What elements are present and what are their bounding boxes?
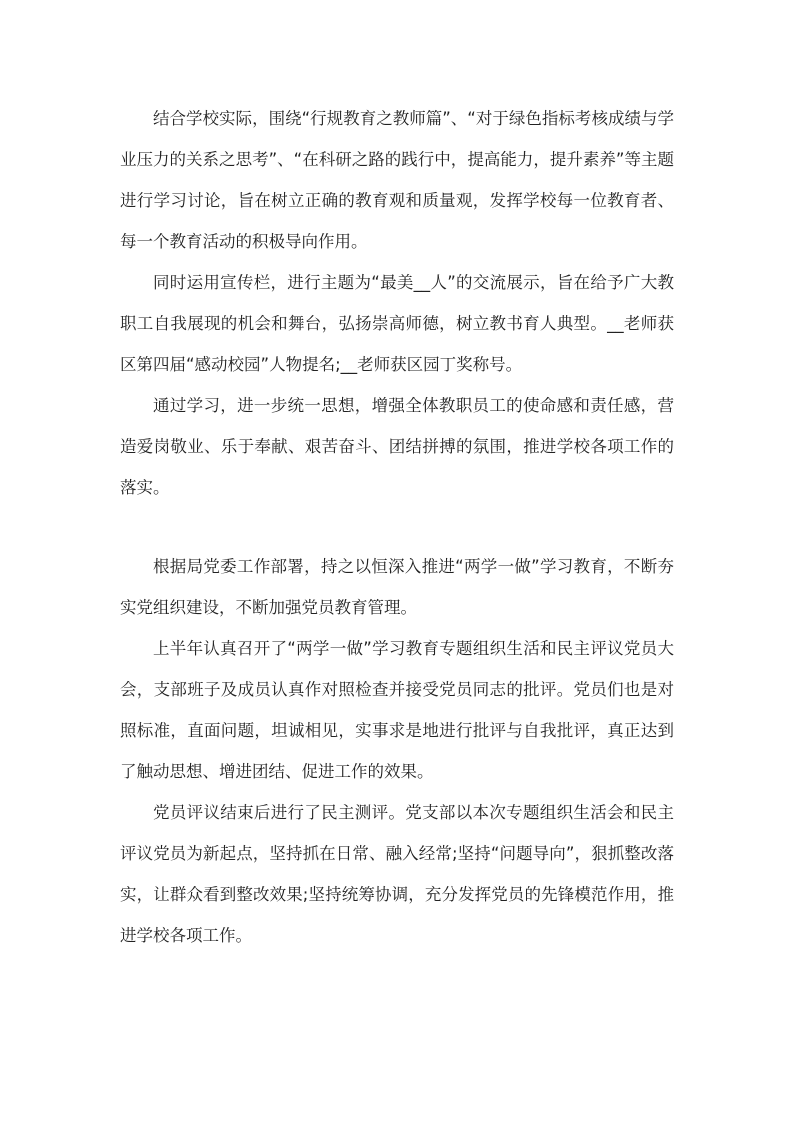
paragraph-2: 同时运用宣传栏，进行主题为“最美__人”的交流展示，旨在给予广大教职工自我展现的机会和舞台，弘扬崇高师德，树立教书育人典型。__老师获区第四届“感动校园”人物提名;__老师获区园丁奖称号。: [120, 273, 674, 374]
paragraph-1: 结合学校实际，围绕“行规教育之教师篇”、“对于绿色指标考核成绩与学业压力的关系之思考”、“在科研之路的践行中，提高能力，提升素养”等主题进行学习讨论，旨在树立正确的教育观和质量观，发挥学校每一位教育者、每一个教育活动的积极导向作用。: [120, 109, 674, 251]
paragraph-3: 通过学习，进一步统一思想，增强全体教职员工的使命感和责任感，营造爱岗敬业、乐于奉献、艰苦奋斗、团结拼搏的氛围，推进学校各项工作的落实。: [120, 396, 674, 497]
paragraph-5: 上半年认真召开了“两学一做”学习教育专题组织生活和民主评议党员大会，支部班子及成员认真作对照检查并接受党员同志的批评。党员们也是对照标准，直面问题，坦诚相见，实事求是地进行批评与自我批评，真正达到了触动思想、增进团结、促进工作的效果。: [120, 639, 674, 781]
paragraph-6: 党员评议结束后进行了民主测评。党支部以本次专题组织生活会和民主评议党员为新起点，坚持抓在日常、融入经常;坚持“问题导向”，狠抓整改落实，让群众看到整改效果;坚持统筹协调，充分发挥党员的先锋模范作用，推进学校各项工作。: [120, 803, 674, 945]
document-body: [120, 98, 674, 956]
section-gap: [120, 508, 674, 546]
paragraph-4: 根据局党委工作部署，持之以恒深入推进“两学一做”学习教育，不断夯实党组织建设，不断加强党员教育管理。: [120, 557, 674, 617]
